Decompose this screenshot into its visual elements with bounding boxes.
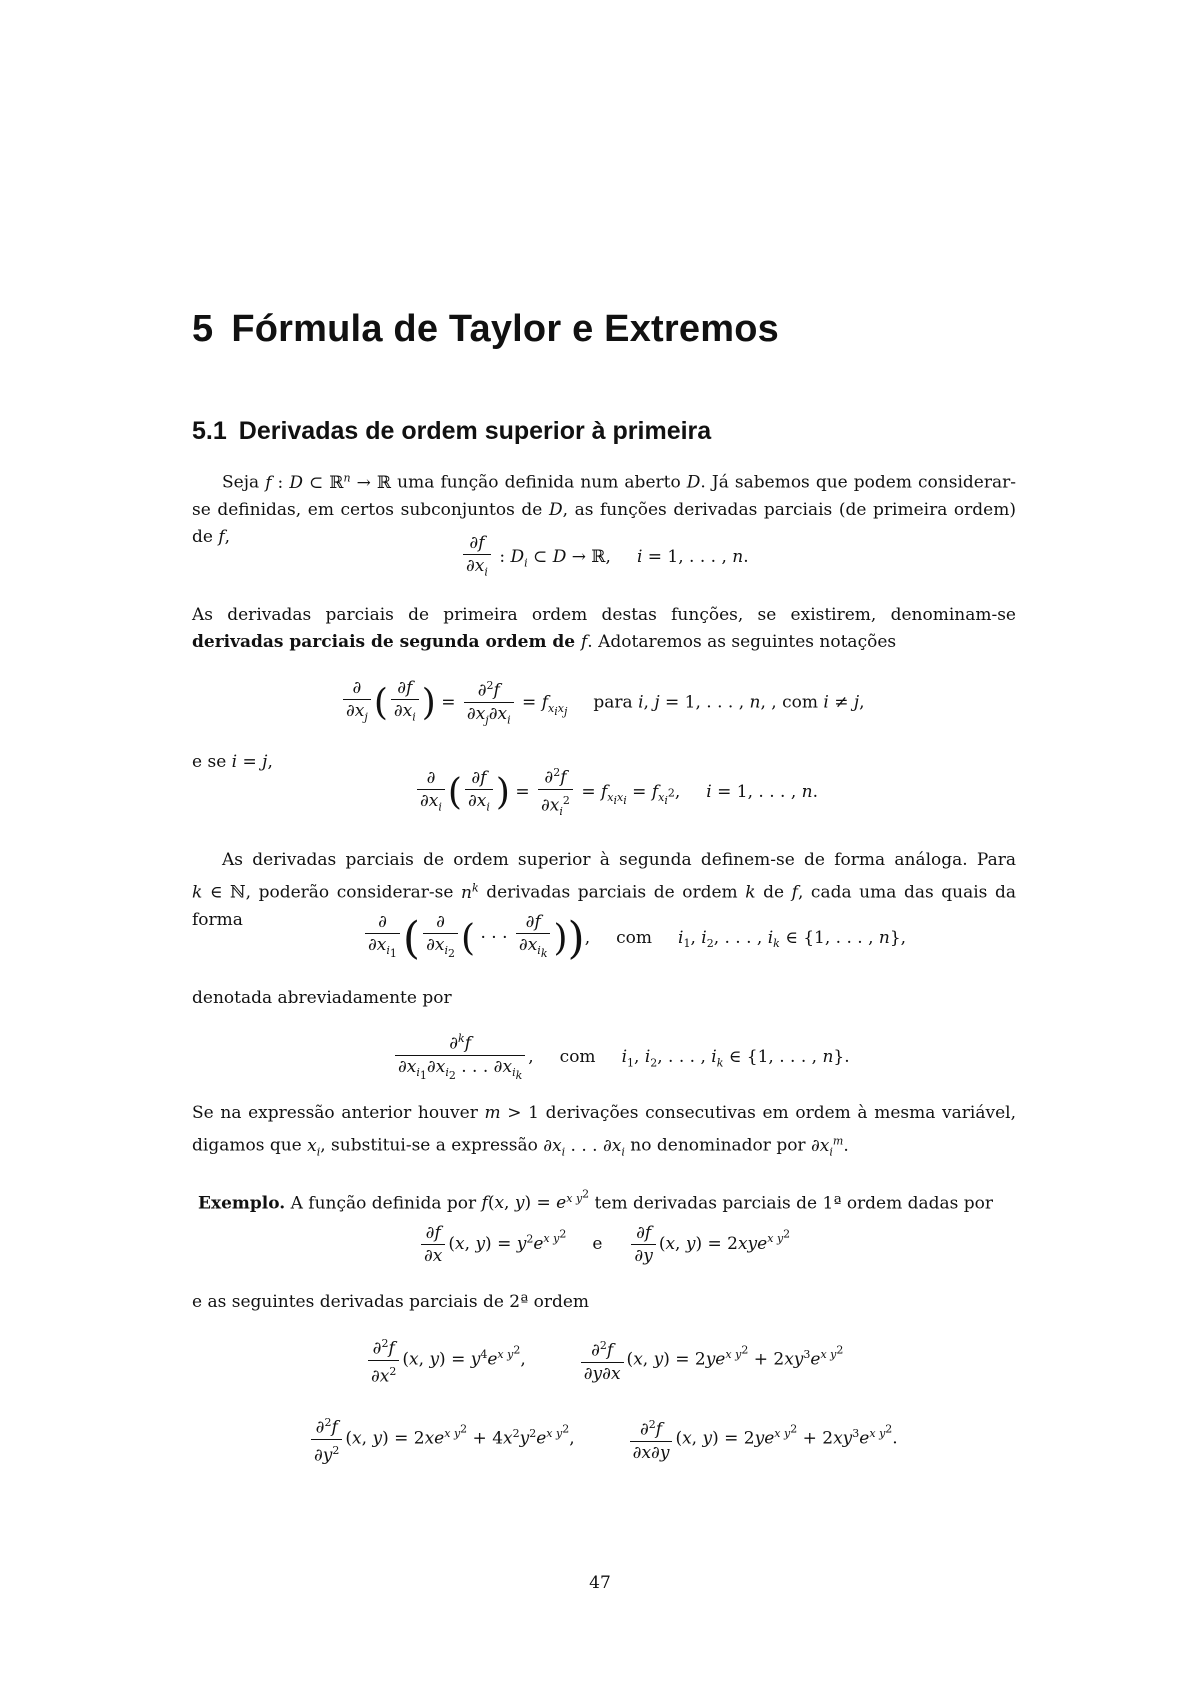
equation-second-derivatives-row1: $\frac{\partial^2f}{\partial x^2}$ (x, $y) = y^4e^{x y^2}$, $\frac{\partial^2f}{\partial y\partial x}$ (x, $y) = 2ye^{x y^2} + 2xy^3e^{x y^2}$ bbox=[365, 1333, 843, 1387]
math-inline: $\partial x_i^m$. bbox=[810, 1134, 849, 1159]
chapter-title-text: Fórmula de Taylor e Extremos bbox=[231, 308, 779, 350]
case-label bbox=[192, 752, 273, 772]
math-inline: $\partial x_i$ . . . $\partial x_i$ bbox=[543, 1135, 625, 1159]
paragraph-second-order bbox=[192, 602, 1016, 656]
page-number: 47 bbox=[589, 1573, 611, 1593]
text: e se bbox=[192, 752, 232, 772]
math-inline: $n^k$ bbox=[461, 881, 479, 903]
equation-mixed-partials: $\frac{\partial}{\partial x_j}$ ( $\frac{\partial f}{\partial x_i}$ ) = $\frac{\partial^2f}{\partial x_j\partial x_i}$ = $f_{x_ix_j}$ para i, j = 1, . . . , n, , com i ≠ j, bbox=[340, 675, 865, 731]
text: tem derivadas parciais de 1ª ordem dadas por bbox=[589, 1193, 994, 1214]
math-inline: $x_i$ bbox=[307, 1135, 321, 1159]
math-inline: D bbox=[686, 472, 701, 493]
text: Se na expressão anterior houver bbox=[192, 1103, 485, 1123]
text: As derivadas parciais de primeira ordem destas funções, se existirem, denominam-se bbox=[192, 605, 1016, 625]
text: derivações consecutivas em ordem à mesma variável, digamos que bbox=[192, 1103, 1016, 1156]
second-order-label bbox=[192, 1292, 589, 1312]
example-paragraph bbox=[198, 1180, 1022, 1217]
text: com bbox=[559, 1047, 596, 1068]
section-title-text: Derivadas de ordem superior à primeira bbox=[238, 417, 712, 445]
bold-term: derivadas parciais de segunda ordem de bbox=[192, 632, 581, 652]
math-inline: i = j, bbox=[231, 752, 273, 772]
math-inline: f : D ⊂ ℝ$^n$ → ℝ bbox=[265, 471, 392, 493]
math-inline: k bbox=[745, 882, 756, 903]
text: no denominador por bbox=[624, 1135, 811, 1156]
math-inline: f bbox=[581, 632, 588, 652]
text: . Adotaremos as seguintes notações bbox=[587, 632, 897, 652]
text: para bbox=[593, 692, 633, 713]
equation-first-derivatives-example: $\frac{\partial f}{\partial x}$ (x, $y) = y^2e^{x y^2}$ e $\frac{\partial f}{\partial y}$ (x, y) = 2xye$^{x y^2}$ bbox=[418, 1222, 790, 1267]
math-inline: f bbox=[791, 882, 798, 903]
text: com bbox=[616, 927, 652, 948]
text: uma função definida num aberto bbox=[391, 472, 687, 493]
chapter-title bbox=[192, 308, 779, 351]
example-label: Exemplo. bbox=[198, 1193, 286, 1214]
math-inline: k ∈ ℕ bbox=[192, 882, 246, 903]
text: denotada abreviadamente por bbox=[192, 988, 452, 1008]
section-number: 5.1 bbox=[192, 417, 227, 445]
text: , com bbox=[771, 692, 818, 713]
math-inline: m > 1 bbox=[484, 1103, 540, 1123]
paragraph-consecutive bbox=[192, 1100, 1016, 1165]
text: Seja bbox=[222, 472, 266, 493]
text: A função definida por bbox=[285, 1193, 482, 1214]
text: . Já sabemos que podem considerar-se definidas, em certos subconjuntos de bbox=[192, 472, 1016, 520]
equation-first-partials: $\frac{\partial f}{\partial x_i}$ : $D_i$ ⊂ D → ℝ, i = 1, . . . , n. bbox=[460, 532, 749, 583]
math-inline: f, bbox=[218, 526, 231, 547]
denoted-label bbox=[192, 988, 452, 1008]
equation-abbreviated: $\frac{\partial^kf}{\partial x_{i_1}\partial x_{i_2} . . . \partial x_{i_k}}$ , com $i_1$, $i_2$, . . . , $i_k$ ∈ {1, . . . , n}. bbox=[392, 1028, 850, 1087]
text: derivadas parciais de ordem bbox=[478, 882, 746, 903]
chapter-number: 5 bbox=[192, 308, 214, 350]
text: , poderão considerar-se bbox=[245, 882, 461, 903]
text: , as funções derivadas parciais (de primeira ordem) de bbox=[192, 499, 1016, 547]
math-inline: f(x, $y) = e^{x y^2}$ bbox=[481, 1187, 590, 1214]
equation-nested-partials: $\frac{\partial}{\partial x_{i_1}}$ ( $\frac{\partial}{\partial x_{i_2}}$ ( · · · $\frac{\partial f}{\partial x_{i_k}}$ )), com $i_1$, $i_2$, . . . , $i_k$ ∈ {1, . . . , n}, bbox=[362, 911, 906, 966]
text: , cada uma das quais da forma bbox=[192, 882, 1016, 930]
text: , substitui-se a expressão bbox=[320, 1135, 544, 1156]
equation-pure-partials: $\frac{\partial}{\partial x_i}$ ( $\frac{\partial f}{\partial x_i}$ ) = $\frac{\partial^2f}{\partial x_i^2}$ = $f_{x_ix_i} = f_{x_i^2}$, i = 1, . . . , n. bbox=[414, 762, 818, 823]
text: e bbox=[592, 1234, 603, 1254]
section-title bbox=[192, 417, 711, 446]
equation-second-derivatives-row2: $\frac{\partial^2f}{\partial y^2}$ (x, $y) = 2xe^{x y^2} + 4x^2y^2e^{x y^2}$, $\frac{\partial^2f}{\partial x\partial y}$ (x, $y) = 2ye^{x y^2} + 2xy^3e^{x y^2}$. bbox=[308, 1412, 898, 1466]
math-inline: D bbox=[548, 499, 563, 520]
text: As derivadas parciais de ordem superior à segunda definem-se de forma análoga. Para bbox=[222, 850, 1016, 870]
text: de bbox=[755, 882, 792, 903]
text: e as seguintes derivadas parciais de 2ª ordem bbox=[192, 1292, 590, 1312]
